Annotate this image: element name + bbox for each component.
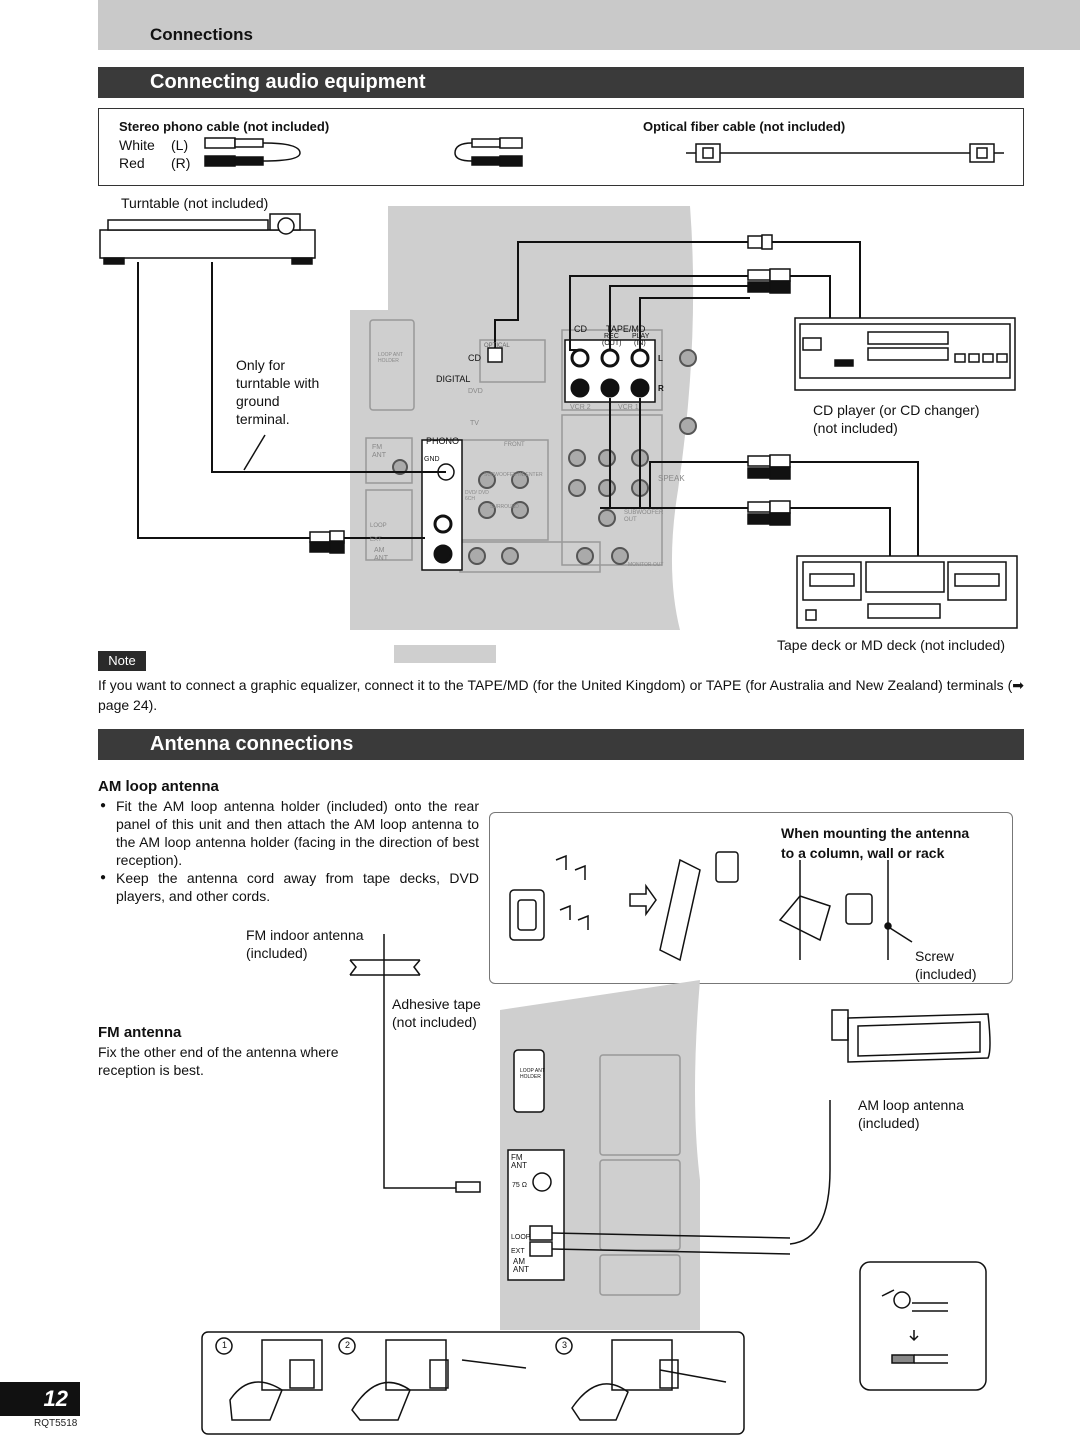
mounting-title-2: to a column, wall or rack <box>781 845 945 861</box>
panel-optical-cd: CD <box>468 353 481 363</box>
cable-legend-drawing <box>0 0 1080 200</box>
panel-optical: OPTICAL <box>484 343 510 349</box>
panel-rec: REC <box>604 333 619 340</box>
step-3: 3 <box>562 1340 568 1350</box>
note-text: If you want to connect a graphic equalizer, connect it to the TAPE/MD (for the United Kingdom) or TAPE (for Australia and New Zealand) terminals (➡ page 24). <box>98 677 1024 713</box>
turntable-note-4: terminal. <box>236 411 290 427</box>
model-code: RQT5518 <box>34 1418 78 1429</box>
am-loop-included-2: (included) <box>858 1115 920 1131</box>
screw-label-2: (included) <box>915 966 977 982</box>
wire-strip-inset <box>860 1262 986 1390</box>
panel-speakers: SPEAK <box>658 474 685 483</box>
antenna-am-ant: AM ANT <box>513 1257 529 1274</box>
panel-tape-md: TAPE/MD <box>606 324 646 334</box>
fm-ant-terminal <box>533 1173 551 1191</box>
white-label: White <box>119 137 155 153</box>
panel-am-ant: AM ANT <box>374 547 388 562</box>
panel-out: (OUT) <box>602 340 622 347</box>
panel-dvd: DVD <box>468 388 483 395</box>
panel-gnd: GND <box>424 456 440 463</box>
loop-ant-holder <box>514 1050 544 1112</box>
panel-r: R <box>658 384 664 393</box>
panel-subwoofer-out: SUBWOOFER OUT <box>624 510 664 523</box>
antenna-loop-holder: LOOP ANT HOLDER <box>520 1068 545 1080</box>
panel-subwoofer-in: SUBWOOFER IN <box>484 472 524 478</box>
cd-player-drawing <box>795 318 1015 390</box>
receiver-foot <box>394 645 496 663</box>
antenna-fm-ant: FM ANT <box>511 1153 527 1170</box>
antenna-ext: EXT <box>511 1248 525 1255</box>
antenna-ohm: 75 Ω <box>512 1182 527 1189</box>
audio-connection-diagram <box>0 190 1080 670</box>
panel-ext: EXT <box>370 537 382 543</box>
panel-phono: PHONO <box>426 436 460 446</box>
adhesive-label-2: (not included) <box>392 1014 477 1030</box>
step-2: 2 <box>345 1340 351 1350</box>
antenna-title-bar <box>98 729 1024 760</box>
tape-cable-b <box>790 508 890 556</box>
fm-antenna-wire <box>384 934 460 1188</box>
audio-to-cd <box>790 276 830 318</box>
page-number-text: 12 <box>43 1386 68 1411</box>
screw-label-1: Screw <box>915 948 954 964</box>
optical-cable-icon <box>686 144 1004 162</box>
panel-loop-holder: LOOP ANT HOLDER <box>378 352 403 364</box>
mounting-title-1: When mounting the antenna <box>781 825 970 841</box>
panel-vcr1: VCR 1 <box>618 404 639 411</box>
cd-player-label-2: (not included) <box>813 420 898 436</box>
step-1: 1 <box>222 1340 228 1350</box>
adhesive-label-1: Adhesive tape <box>392 996 481 1012</box>
red-label: Red <box>119 155 145 171</box>
panel-vcr2: VCR 2 <box>570 404 591 411</box>
phono-jack-r <box>435 546 451 562</box>
panel-cd: CD <box>574 324 587 334</box>
turntable-note-1: Only for <box>236 357 286 373</box>
panel-digital: DIGITAL <box>436 374 471 384</box>
turntable-note-2: turntable with <box>236 375 320 391</box>
section-title: Connections <box>150 25 253 44</box>
turntable-note-3: ground <box>236 393 280 409</box>
panel-monitor-out: MONITOR OUT <box>628 562 664 568</box>
am-loop-title: AM loop antenna <box>98 778 219 795</box>
fm-text-1: Fix the other end of the antenna where <box>98 1044 339 1060</box>
turntable-drawing <box>100 214 315 264</box>
optical-cable-title: Optical fiber cable (not included) <box>643 119 846 134</box>
panel-in: (IN) <box>634 340 646 347</box>
white-channel: (L) <box>171 137 189 153</box>
cd-player-label-1: CD player (or CD changer) <box>813 402 980 418</box>
ground-pointer-line <box>244 435 265 470</box>
phono-jack-l <box>435 516 451 532</box>
panel-center: CENTER <box>522 472 543 478</box>
panel-fm-ant: FM ANT <box>372 444 386 459</box>
panel-tv: TV <box>470 420 479 427</box>
am-bullet-1: ● Fit the AM loop antenna holder (included) onto the rear panel of this unit and then attach the AM loop antenna to the AM loop antenna holder (facing in the direction of best reception). <box>98 797 479 869</box>
tape-deck-label: Tape deck or MD deck (not included) <box>777 637 1005 653</box>
tape-deck-drawing <box>797 556 1017 628</box>
panel-dvd-6ch: DVD/ DVD 6CH <box>465 490 489 502</box>
optical-cd-jack <box>488 348 502 362</box>
audio-title: Connecting audio equipment <box>150 71 426 93</box>
turntable-label: Turntable (not included) <box>121 195 269 211</box>
antenna-diagram <box>0 800 1080 1440</box>
fm-text-2: reception is best. <box>98 1062 204 1078</box>
fm-indoor-label-2: (included) <box>246 945 308 961</box>
panel-front: FRONT <box>504 442 525 448</box>
phono-cable-title: Stereo phono cable (not included) <box>119 119 330 134</box>
phono-cable-icon <box>205 138 522 166</box>
panel-loop: LOOP <box>370 523 387 529</box>
panel-surround: SURROUND <box>490 504 519 510</box>
steps-box <box>202 1332 744 1434</box>
fm-indoor-label-1: FM indoor antenna <box>246 927 364 943</box>
turntable-cable <box>138 262 310 538</box>
panel-play: PLAY <box>632 333 650 340</box>
am-bullet-2: ● Keep the antenna cord away from tape decks, DVD players, and other cords. <box>98 869 479 905</box>
red-channel: (R) <box>171 155 191 171</box>
antenna-loop: LOOP <box>511 1234 531 1241</box>
holder-illustration <box>510 852 912 960</box>
antenna-title: Antenna connections <box>150 733 354 755</box>
am-loop-included-1: AM loop antenna <box>858 1097 964 1113</box>
panel-l: L <box>658 354 663 363</box>
fm-antenna-title: FM antenna <box>98 1024 182 1041</box>
page-number <box>0 1382 80 1416</box>
note-badge: Note <box>98 651 146 671</box>
